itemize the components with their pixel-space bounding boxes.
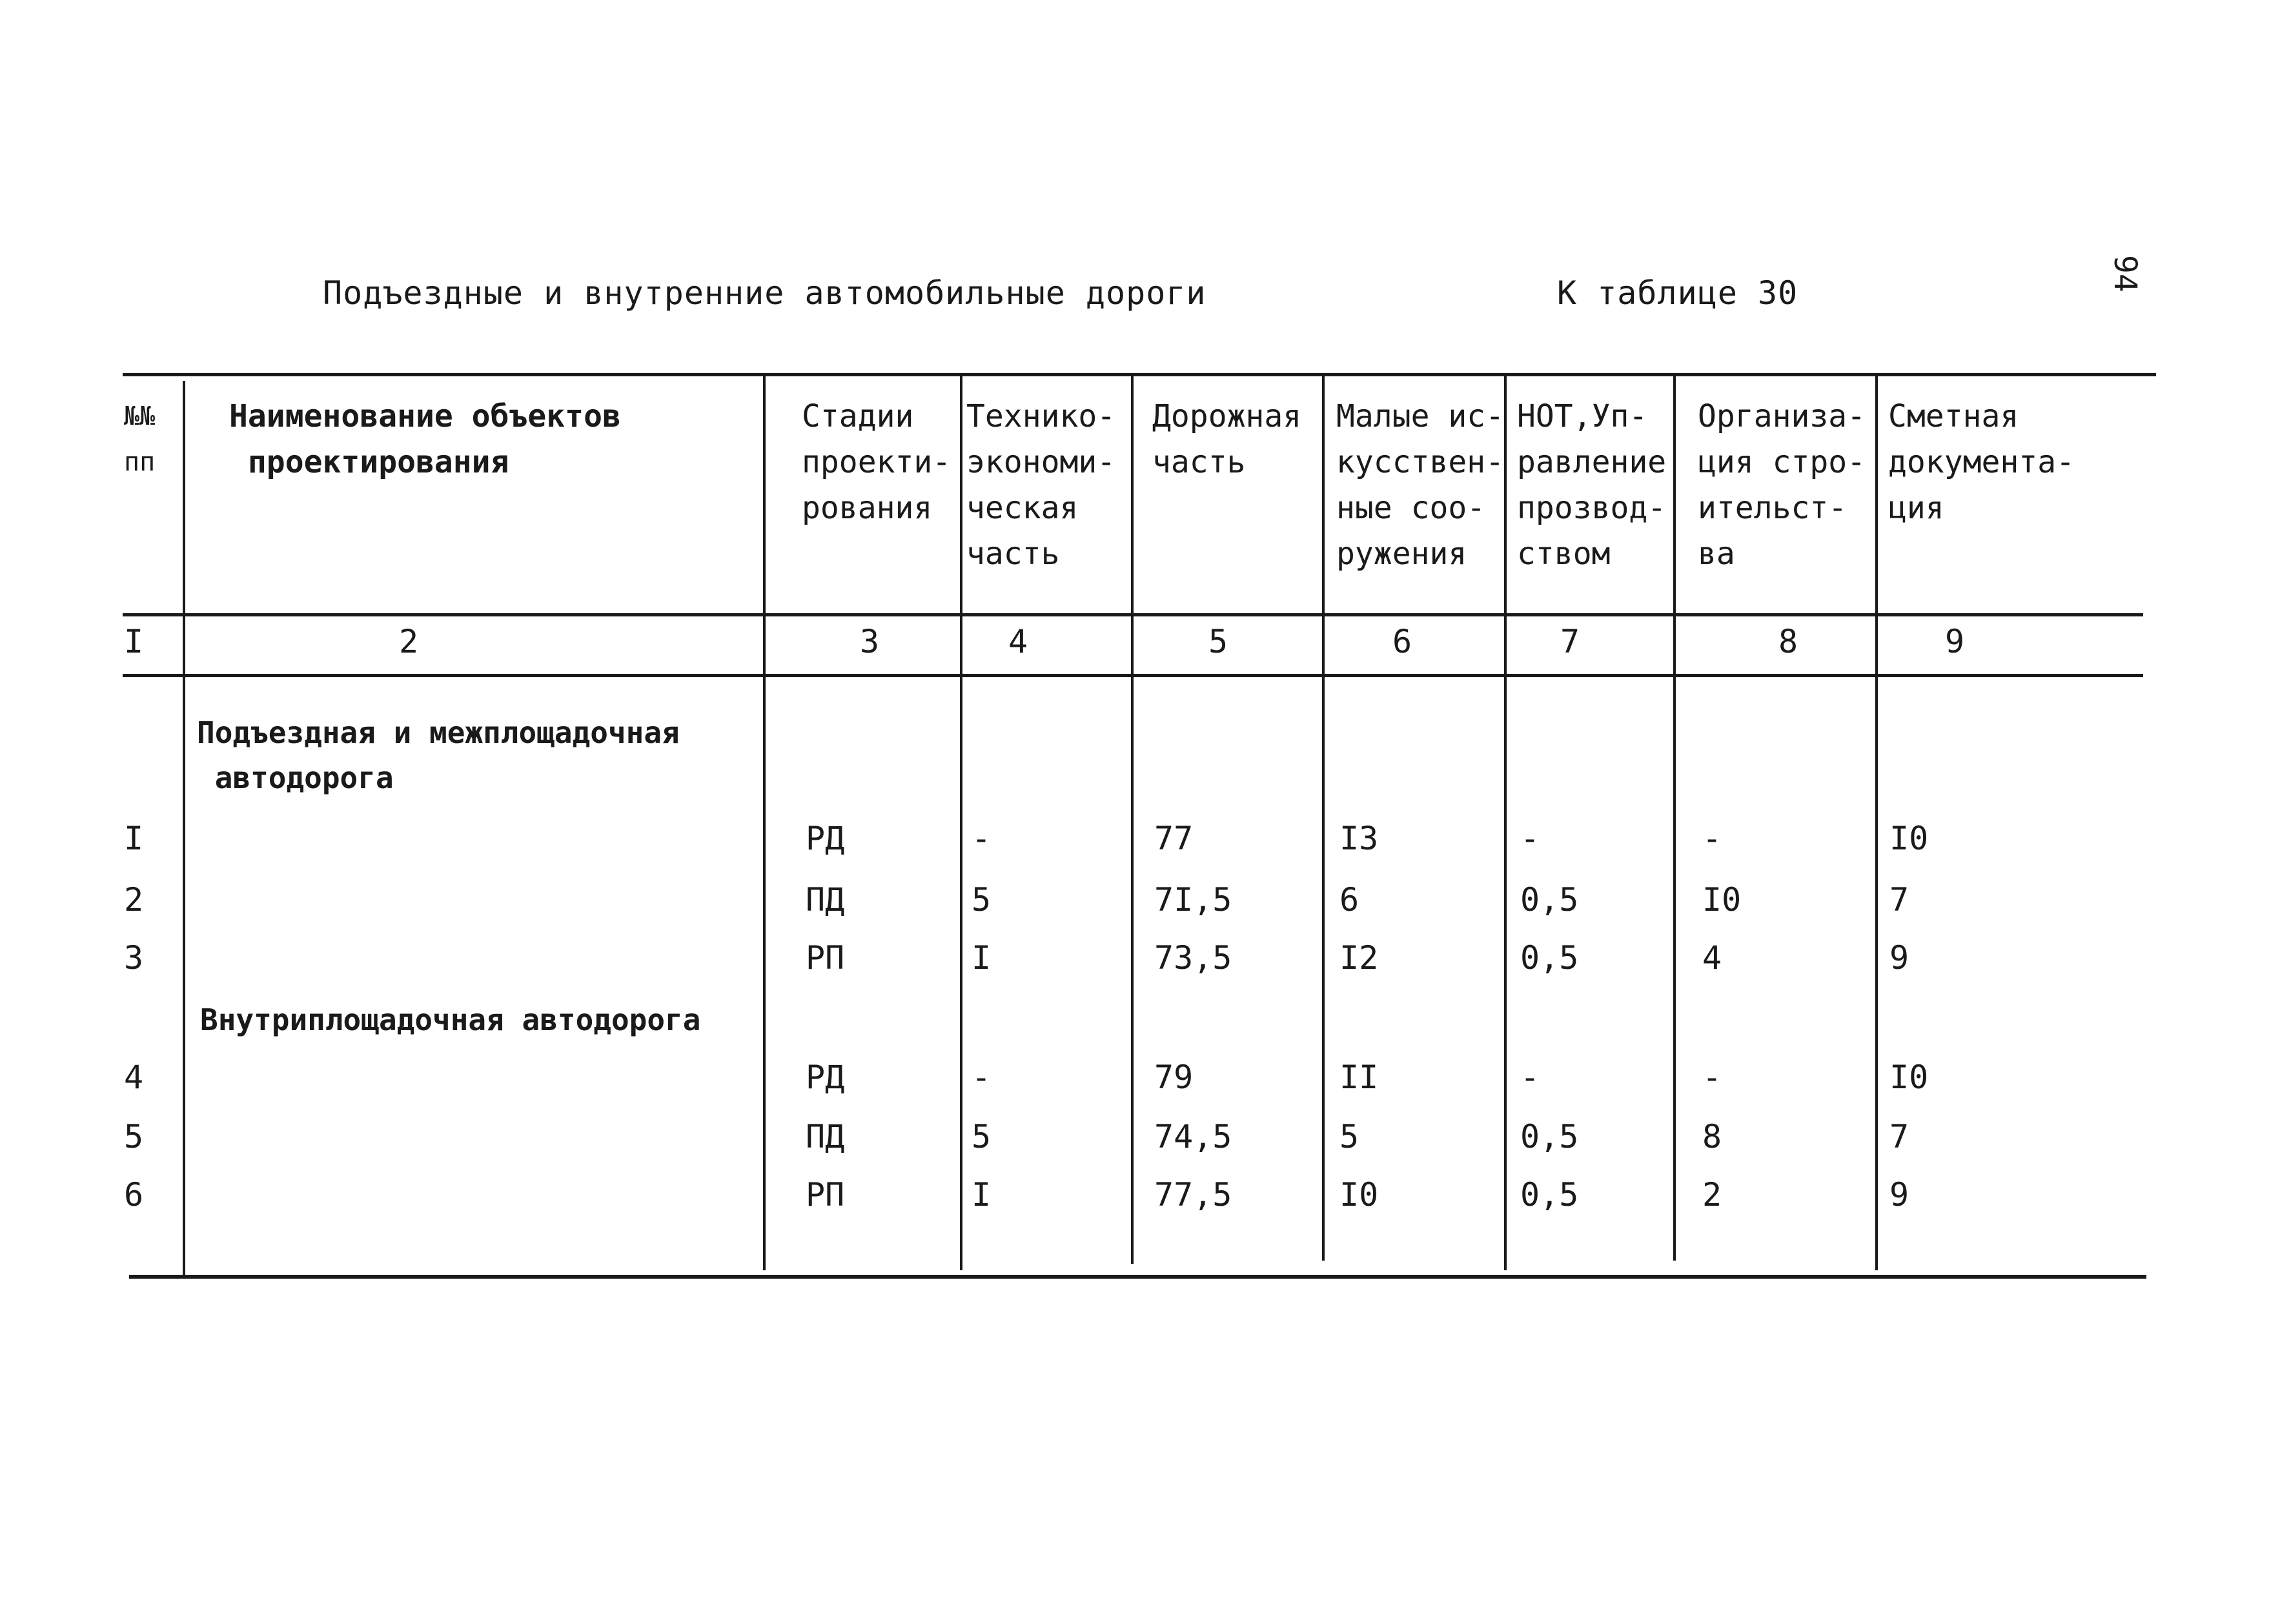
table-cell-construction-org: 4 bbox=[1702, 939, 1722, 977]
table-cell-tech-econ: - bbox=[972, 1059, 992, 1096]
colnum-8: 8 bbox=[1778, 623, 1798, 660]
table-cell-stage: РП bbox=[806, 939, 845, 977]
col-divider-7 bbox=[1673, 373, 1676, 1261]
header-small-structures: Малые ис- кусствен- ные соо- ружения bbox=[1336, 398, 1505, 572]
table-cell-tech-econ: 5 bbox=[972, 881, 992, 919]
table-cell-stage: РД bbox=[806, 1059, 845, 1096]
table-cell-small-structures: I0 bbox=[1339, 1176, 1379, 1213]
header-construction-org: Организа- ция стро- ительст- ва bbox=[1698, 398, 1866, 572]
colnum-4: 4 bbox=[1008, 623, 1028, 660]
document-title: Подъездные и внутренние автомобильные дороги bbox=[323, 274, 1206, 312]
table-cell-road: 7I,5 bbox=[1154, 881, 1232, 919]
table-cell-tech-econ: I bbox=[972, 1176, 992, 1213]
table-cell-estimate: 7 bbox=[1889, 1118, 1909, 1155]
table-cell-row-number: I bbox=[124, 820, 144, 857]
table-cell-stage: ПД bbox=[806, 1118, 845, 1155]
header-estimate: Сметная документа- ция bbox=[1888, 398, 2075, 526]
table-cell-construction-org: - bbox=[1702, 820, 1722, 857]
table-bottom-rule bbox=[129, 1275, 2146, 1279]
col-divider-2 bbox=[763, 373, 766, 1270]
header-name: Наименование объектов проектирования bbox=[229, 398, 621, 480]
table-cell-tech-econ: I bbox=[972, 939, 992, 977]
table-cell-not-management: 0,5 bbox=[1520, 1118, 1579, 1155]
colnum-9: 9 bbox=[1945, 623, 1965, 660]
colnum-7: 7 bbox=[1560, 623, 1580, 660]
table-cell-stage: РД bbox=[806, 820, 845, 857]
col-divider-4 bbox=[1131, 373, 1134, 1264]
table-cell-row-number: 5 bbox=[124, 1118, 144, 1155]
table-cell-not-management: 0,5 bbox=[1520, 1176, 1579, 1213]
colnum-2: 2 bbox=[399, 623, 419, 660]
table-cell-road: 73,5 bbox=[1154, 939, 1232, 977]
table-cell-small-structures: 6 bbox=[1339, 881, 1359, 919]
table-cell-estimate: 7 bbox=[1889, 881, 1909, 919]
table-cell-small-structures: I2 bbox=[1339, 939, 1379, 977]
table-cell-estimate: I0 bbox=[1889, 820, 1929, 857]
page-number: 94 bbox=[2107, 255, 2143, 292]
table-cell-row-number: 3 bbox=[124, 939, 144, 977]
table-cell-stage: ПД bbox=[806, 881, 845, 919]
table-cell-small-structures: I3 bbox=[1339, 820, 1379, 857]
col-divider-5 bbox=[1322, 373, 1325, 1261]
table-cell-not-management: 0,5 bbox=[1520, 939, 1579, 977]
table-cell-construction-org: 2 bbox=[1702, 1176, 1722, 1213]
col-divider-8 bbox=[1875, 373, 1878, 1270]
colnum-3: 3 bbox=[860, 623, 880, 660]
table-cell-construction-org: - bbox=[1702, 1059, 1722, 1096]
table-cell-not-management: - bbox=[1520, 820, 1540, 857]
table-cell-estimate: I0 bbox=[1889, 1059, 1929, 1096]
table-cell-road: 79 bbox=[1154, 1059, 1194, 1096]
table-cell-row-number: 4 bbox=[124, 1059, 144, 1096]
table-cell-not-management: 0,5 bbox=[1520, 881, 1579, 919]
header-no: №№ пп bbox=[124, 401, 156, 477]
table-cell-road: 77,5 bbox=[1154, 1176, 1232, 1213]
table-cell-tech-econ: 5 bbox=[972, 1118, 992, 1155]
table-cell-tech-econ: - bbox=[972, 820, 992, 857]
table-cell-row-number: 2 bbox=[124, 881, 144, 919]
header-not-management: НОТ,Уп- равление прозвод- ством bbox=[1517, 398, 1667, 572]
colnum-1: I bbox=[124, 623, 144, 660]
table-cell-construction-org: I0 bbox=[1702, 881, 1742, 919]
col-divider-6 bbox=[1504, 373, 1507, 1270]
col-divider-1 bbox=[183, 381, 185, 1275]
table-cell-road: 77 bbox=[1154, 820, 1194, 857]
table-cell-estimate: 9 bbox=[1889, 939, 1909, 977]
section-heading-internal-road: Внутриплощадочная автодорога bbox=[200, 1002, 701, 1037]
table-cell-road: 74,5 bbox=[1154, 1118, 1232, 1155]
section-heading-approach-road: Подъездная и межплощадочная автодорога bbox=[197, 715, 680, 795]
table-cell-not-management: - bbox=[1520, 1059, 1540, 1096]
table-cell-construction-org: 8 bbox=[1702, 1118, 1722, 1155]
table-cell-stage: РП bbox=[806, 1176, 845, 1213]
table-cell-estimate: 9 bbox=[1889, 1176, 1909, 1213]
table-cell-small-structures: II bbox=[1339, 1059, 1379, 1096]
table-reference: К таблице 30 bbox=[1557, 274, 1798, 312]
colnum-6: 6 bbox=[1392, 623, 1412, 660]
table-cell-row-number: 6 bbox=[124, 1176, 144, 1213]
colnum-5: 5 bbox=[1208, 623, 1228, 660]
header-tech-econ: Технико- экономи- ческая часть bbox=[966, 398, 1116, 572]
col-divider-3 bbox=[960, 373, 962, 1270]
table-cell-small-structures: 5 bbox=[1339, 1118, 1359, 1155]
table-top-rule bbox=[123, 373, 2156, 376]
header-stages: Стадии проекти- рования bbox=[802, 398, 952, 526]
header-road: Дорожная часть bbox=[1152, 398, 1302, 480]
